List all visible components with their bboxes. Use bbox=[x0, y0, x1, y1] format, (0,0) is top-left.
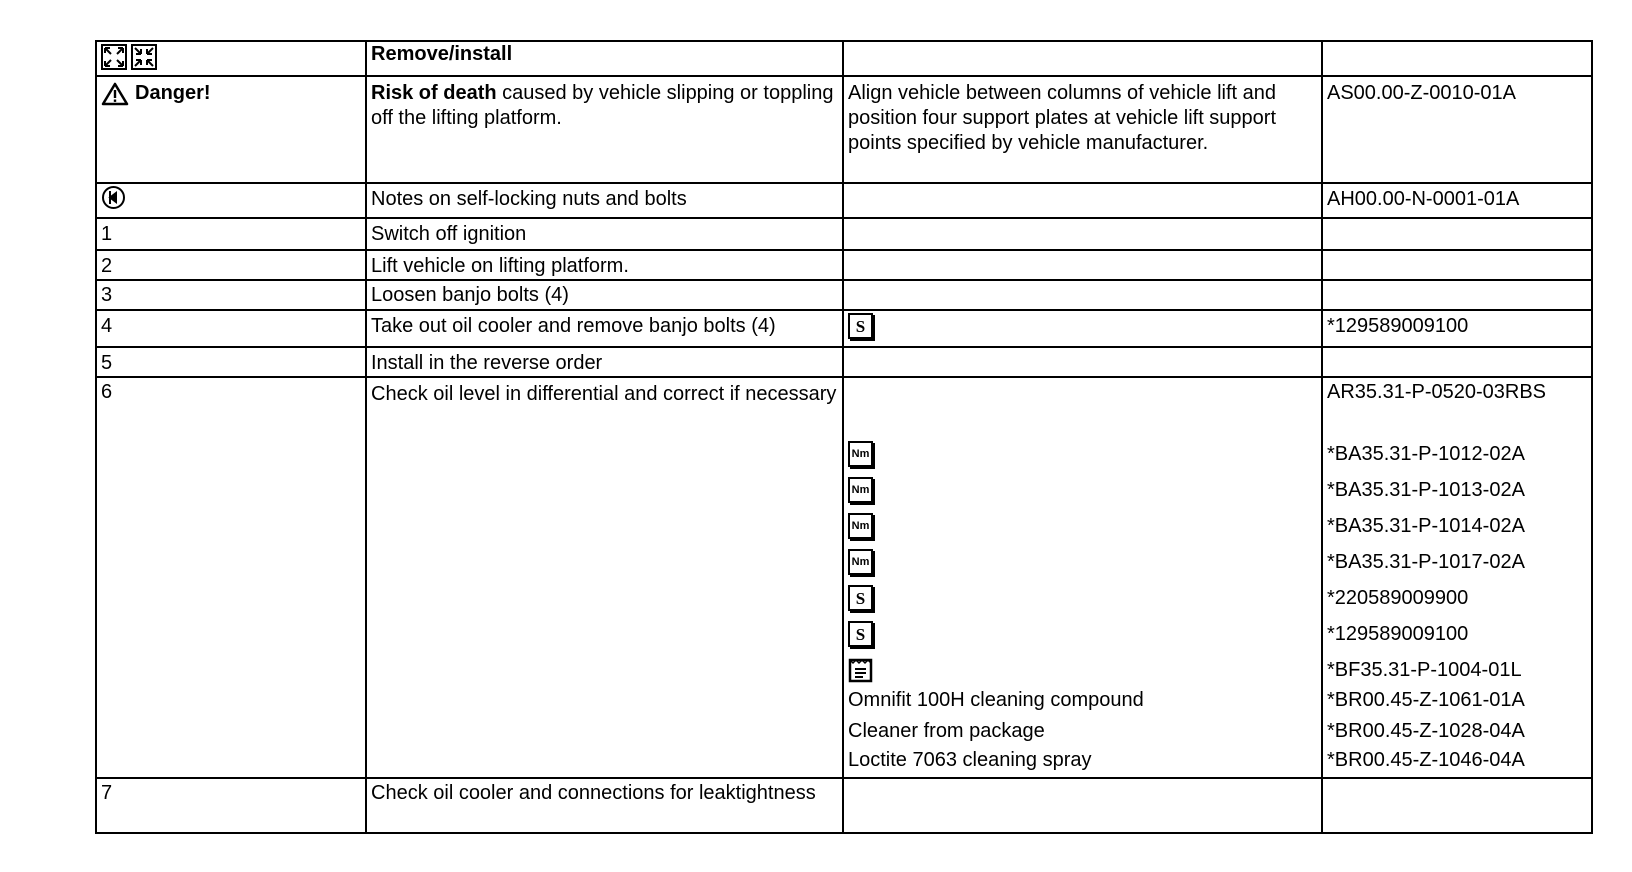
step6-item bbox=[848, 748, 1317, 777]
danger-label: Danger! bbox=[135, 82, 211, 104]
note-row bbox=[96, 183, 1592, 218]
note-ref[interactable]: AH00.00-N-0001-01A bbox=[1322, 183, 1592, 218]
step6-ref[interactable]: *BA35.31-P-1013-02A bbox=[1327, 478, 1525, 501]
header-empty-cell bbox=[843, 41, 1322, 76]
note-icon-cell bbox=[96, 183, 366, 218]
step-empty-cell bbox=[843, 218, 1322, 250]
step-number: 4 bbox=[96, 310, 366, 347]
step6-item bbox=[848, 508, 1317, 544]
step-text: Install in the reverse order bbox=[366, 347, 843, 377]
step-empty-cell bbox=[1322, 778, 1592, 833]
step-text: Switch off ignition bbox=[366, 218, 843, 250]
step-row bbox=[96, 250, 1592, 280]
note-empty-cell bbox=[843, 183, 1322, 218]
step6-item-label: Omnifit 100H cleaning compound bbox=[848, 689, 1144, 711]
step6-item bbox=[848, 652, 1317, 688]
step6-item bbox=[848, 580, 1317, 616]
step-ref[interactable]: AR35.31-P-0520-03RBS bbox=[1327, 381, 1547, 403]
step6-item-label: Loctite 7063 cleaning spray bbox=[848, 749, 1092, 771]
special-tool-icon: S bbox=[848, 621, 873, 647]
step6-ref[interactable]: *BA35.31-P-1012-02A bbox=[1327, 442, 1525, 465]
torque-nm-icon: Nm bbox=[848, 513, 873, 539]
warning-triangle-icon bbox=[101, 82, 129, 106]
step6-ref[interactable]: *BR00.45-Z-1028-04A bbox=[1327, 720, 1525, 742]
step-text: Check oil level in differential and correct if necessary bbox=[366, 377, 843, 778]
step-text: Check oil cooler and connections for leaktightness bbox=[366, 778, 843, 833]
step6-ref[interactable]: *129589009100 bbox=[1327, 622, 1469, 645]
step6-ref[interactable]: *220589009900 bbox=[1327, 586, 1469, 609]
step-empty-cell bbox=[1322, 218, 1592, 250]
step-empty-cell bbox=[843, 347, 1322, 377]
step-ref[interactable]: *129589009100 bbox=[1322, 310, 1592, 347]
step-number: 7 bbox=[96, 778, 366, 833]
step6-item bbox=[848, 472, 1317, 508]
torque-nm-icon: Nm bbox=[848, 477, 873, 503]
step6-ref[interactable]: *BA35.31-P-1014-02A bbox=[1327, 514, 1525, 537]
torque-nm-icon: Nm bbox=[848, 549, 873, 575]
danger-measure: Align vehicle between columns of vehicle lift and position four support plates at vehicle lift support points specified by vehicle manufacturer. bbox=[843, 76, 1322, 183]
step-row bbox=[96, 310, 1592, 347]
step-empty-cell bbox=[1322, 347, 1592, 377]
special-tool-icon: S bbox=[848, 313, 873, 339]
torque-nm-icon: Nm bbox=[848, 441, 873, 467]
step-empty-cell bbox=[1322, 250, 1592, 280]
header-title: Remove/install bbox=[366, 41, 843, 76]
step-text: Lift vehicle on lifting platform. bbox=[366, 250, 843, 280]
step-tool-cell bbox=[843, 310, 1322, 347]
danger-row bbox=[96, 76, 1592, 183]
header-row bbox=[96, 41, 1592, 76]
procedure-table bbox=[95, 40, 1593, 834]
danger-ref[interactable]: AS00.00-Z-0010-01A bbox=[1322, 76, 1592, 183]
step-text: Take out oil cooler and remove banjo bolts (4) bbox=[366, 310, 843, 347]
step-row bbox=[96, 778, 1592, 833]
step-row bbox=[96, 347, 1592, 377]
step6-ref[interactable]: *BA35.31-P-1017-02A bbox=[1327, 550, 1525, 573]
step-number: 5 bbox=[96, 347, 366, 377]
step6-ref[interactable]: *BR00.45-Z-1046-04A bbox=[1327, 749, 1525, 771]
step6-ref[interactable]: *BR00.45-Z-1061-01A bbox=[1327, 689, 1525, 711]
step6-item bbox=[848, 616, 1317, 652]
special-tool-icon: S bbox=[848, 585, 873, 611]
danger-risk-text: caused by vehicle slipping or toppling off the lifting platform. bbox=[371, 82, 834, 129]
step-row bbox=[96, 280, 1592, 310]
step-row bbox=[96, 218, 1592, 250]
step-text: Loosen banjo bolts (4) bbox=[366, 280, 843, 310]
step6-refs-cell bbox=[1322, 377, 1592, 778]
expand-icon[interactable] bbox=[101, 44, 127, 70]
step-empty-cell bbox=[843, 778, 1322, 833]
collapse-icon[interactable] bbox=[131, 44, 157, 70]
step-row bbox=[96, 377, 1592, 778]
step6-item-label: Cleaner from package bbox=[848, 720, 1045, 742]
step-number: 1 bbox=[96, 218, 366, 250]
danger-risk-cell bbox=[366, 76, 843, 183]
step6-spacer bbox=[848, 408, 1317, 436]
danger-label-cell bbox=[96, 76, 366, 183]
note-text: Notes on self-locking nuts and bolts bbox=[366, 183, 843, 218]
step6-spacer bbox=[848, 380, 1317, 408]
step6-item bbox=[848, 688, 1317, 719]
note-circle-icon bbox=[101, 185, 126, 210]
step-number: 2 bbox=[96, 250, 366, 280]
step-empty-cell bbox=[1322, 280, 1592, 310]
header-icons-cell bbox=[96, 41, 366, 76]
step-empty-cell bbox=[843, 250, 1322, 280]
step-empty-cell bbox=[843, 280, 1322, 310]
fluid-spec-icon bbox=[848, 657, 873, 683]
step6-item bbox=[848, 719, 1317, 748]
step-number: 3 bbox=[96, 280, 366, 310]
step6-items-cell bbox=[843, 377, 1322, 778]
step-number: 6 bbox=[96, 377, 366, 778]
step6-ref[interactable]: *BF35.31-P-1004-01L bbox=[1327, 658, 1522, 681]
danger-risk-bold: Risk of death bbox=[371, 82, 497, 104]
header-empty-cell bbox=[1322, 41, 1592, 76]
step6-item bbox=[848, 544, 1317, 580]
step6-main-ref-wrap bbox=[1327, 380, 1587, 436]
step6-item bbox=[848, 436, 1317, 472]
